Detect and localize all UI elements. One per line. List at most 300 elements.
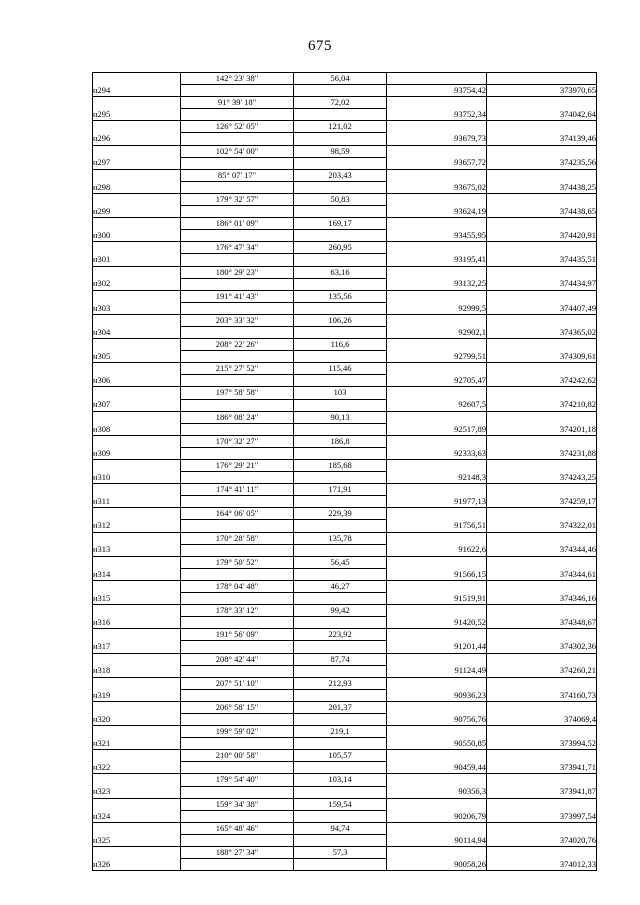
direction-angle-cell	[181, 278, 294, 290]
segment-row	[93, 701, 597, 713]
segment-length: 171,91	[294, 484, 387, 496]
segment-length: 90,13	[294, 411, 387, 423]
direction-angle-cell	[181, 786, 294, 798]
x-coordinate: 91566,15	[387, 568, 487, 580]
segment-row	[93, 580, 597, 592]
point-id: н311	[93, 496, 181, 508]
y-coordinate-cell	[487, 556, 597, 568]
y-coordinate-cell	[487, 290, 597, 302]
direction-angle: 191° 41' 43"	[181, 290, 294, 302]
direction-angle-cell	[181, 181, 294, 193]
x-coordinate: 91756,51	[387, 520, 487, 532]
x-coordinate: 93752,34	[387, 109, 487, 121]
direction-angle: 178° 04' 48"	[181, 580, 294, 592]
direction-angle: 210° 00' 58"	[181, 750, 294, 762]
direction-angle-cell	[181, 447, 294, 459]
segment-length-cell	[294, 109, 387, 121]
point-id-cell	[93, 145, 181, 157]
x-coordinate-cell	[387, 97, 487, 109]
segment-length: 46,27	[294, 580, 387, 592]
point-id-cell	[93, 339, 181, 351]
x-coordinate: 90756,76	[387, 713, 487, 725]
point-id: н310	[93, 472, 181, 484]
segment-row	[93, 605, 597, 617]
y-coordinate-cell	[487, 145, 597, 157]
point-id-cell	[93, 580, 181, 592]
direction-angle-cell	[181, 157, 294, 169]
segment-row	[93, 145, 597, 157]
y-coordinate-cell	[487, 798, 597, 810]
direction-angle-cell	[181, 713, 294, 725]
segment-row	[93, 508, 597, 520]
x-coordinate: 93754,42	[387, 85, 487, 97]
point-id-cell	[93, 508, 181, 520]
x-coordinate: 92517,89	[387, 423, 487, 435]
point-id: н319	[93, 689, 181, 701]
point-id-cell	[93, 97, 181, 109]
x-coordinate: 90459,44	[387, 762, 487, 774]
point-id: н318	[93, 665, 181, 677]
point-row	[93, 109, 597, 121]
point-row	[93, 665, 597, 677]
segment-row	[93, 387, 597, 399]
point-id: н321	[93, 738, 181, 750]
direction-angle: 180° 29' 23"	[181, 266, 294, 278]
y-coordinate: 374344,61	[487, 568, 597, 580]
direction-angle-cell	[181, 544, 294, 556]
direction-angle: 178° 33' 12"	[181, 605, 294, 617]
point-row	[93, 859, 597, 871]
x-coordinate: 92607,5	[387, 399, 487, 411]
point-id: н300	[93, 230, 181, 242]
segment-length-cell	[294, 496, 387, 508]
point-id-cell	[93, 484, 181, 496]
segment-length: 106,26	[294, 314, 387, 326]
segment-length-cell	[294, 665, 387, 677]
x-coordinate-cell	[387, 822, 487, 834]
direction-angle-cell	[181, 859, 294, 871]
direction-angle-cell	[181, 133, 294, 145]
x-coordinate-cell	[387, 242, 487, 254]
segment-row	[93, 653, 597, 665]
segment-length-cell	[294, 762, 387, 774]
x-coordinate-cell	[387, 145, 487, 157]
direction-angle-cell	[181, 641, 294, 653]
direction-angle: 179° 50' 52"	[181, 556, 294, 568]
point-row	[93, 810, 597, 822]
point-id-cell	[93, 218, 181, 230]
segment-row	[93, 363, 597, 375]
x-coordinate-cell	[387, 798, 487, 810]
point-id-cell	[93, 629, 181, 641]
point-row	[93, 520, 597, 532]
y-coordinate-cell	[487, 629, 597, 641]
direction-angle: 203° 33' 32"	[181, 314, 294, 326]
y-coordinate: 374438,65	[487, 206, 597, 218]
point-row	[93, 302, 597, 314]
point-id: н326	[93, 859, 181, 871]
point-id: н323	[93, 786, 181, 798]
y-coordinate-cell	[487, 363, 597, 375]
segment-length-cell	[294, 85, 387, 97]
x-coordinate-cell	[387, 847, 487, 859]
direction-angle-cell	[181, 568, 294, 580]
segment-length: 185,68	[294, 460, 387, 472]
segment-length: 186,8	[294, 435, 387, 447]
segment-length: 116,6	[294, 339, 387, 351]
point-id: н307	[93, 399, 181, 411]
point-id: н324	[93, 810, 181, 822]
direction-angle: 170° 28' 58"	[181, 532, 294, 544]
direction-angle-cell	[181, 109, 294, 121]
point-row	[93, 641, 597, 653]
direction-angle: 188° 27' 34"	[181, 847, 294, 859]
x-coordinate: 93195,41	[387, 254, 487, 266]
direction-angle-cell	[181, 472, 294, 484]
point-row	[93, 181, 597, 193]
direction-angle-cell	[181, 665, 294, 677]
segment-length: 103	[294, 387, 387, 399]
y-coordinate-cell	[487, 242, 597, 254]
point-row	[93, 593, 597, 605]
y-coordinate: 374322,01	[487, 520, 597, 532]
x-coordinate-cell	[387, 629, 487, 641]
point-id-cell	[93, 266, 181, 278]
point-id-cell	[93, 847, 181, 859]
point-row	[93, 447, 597, 459]
segment-length-cell	[294, 810, 387, 822]
y-coordinate-cell	[487, 580, 597, 592]
segment-row	[93, 290, 597, 302]
x-coordinate: 93132,25	[387, 278, 487, 290]
direction-angle-cell	[181, 399, 294, 411]
x-coordinate: 90550,85	[387, 738, 487, 750]
segment-length-cell	[294, 834, 387, 846]
segment-row	[93, 242, 597, 254]
x-coordinate: 92799,51	[387, 351, 487, 363]
point-id-cell	[93, 750, 181, 762]
direction-angle: 176° 29' 21"	[181, 460, 294, 472]
y-coordinate: 374231,88	[487, 447, 597, 459]
direction-angle-cell	[181, 302, 294, 314]
y-coordinate-cell	[487, 532, 597, 544]
direction-angle-cell	[181, 85, 294, 97]
y-coordinate-cell	[487, 266, 597, 278]
segment-length: 56,04	[294, 73, 387, 85]
point-id: н297	[93, 157, 181, 169]
segment-length: 50,83	[294, 193, 387, 205]
point-id-cell	[93, 822, 181, 834]
segment-length-cell	[294, 447, 387, 459]
x-coordinate-cell	[387, 750, 487, 762]
x-coordinate-cell	[387, 726, 487, 738]
y-coordinate-cell	[487, 750, 597, 762]
segment-row	[93, 532, 597, 544]
point-row	[93, 689, 597, 701]
segment-length: 72,02	[294, 97, 387, 109]
point-id-cell	[93, 532, 181, 544]
direction-angle: 174° 41' 11"	[181, 484, 294, 496]
point-row	[93, 617, 597, 629]
y-coordinate-cell	[487, 97, 597, 109]
segment-length: 115,46	[294, 363, 387, 375]
segment-length-cell	[294, 278, 387, 290]
segment-length: 135,56	[294, 290, 387, 302]
segment-length: 219,1	[294, 726, 387, 738]
y-coordinate: 374201,18	[487, 423, 597, 435]
x-coordinate: 92902,1	[387, 326, 487, 338]
segment-length-cell	[294, 375, 387, 387]
point-id: н325	[93, 834, 181, 846]
coordinates-table-body	[93, 73, 597, 871]
y-coordinate: 374260,21	[487, 665, 597, 677]
point-row	[93, 472, 597, 484]
point-id-cell	[93, 290, 181, 302]
segment-length: 99,42	[294, 605, 387, 617]
point-row	[93, 351, 597, 363]
segment-length-cell	[294, 859, 387, 871]
y-coordinate-cell	[487, 387, 597, 399]
segment-row	[93, 218, 597, 230]
direction-angle-cell	[181, 326, 294, 338]
point-id-cell	[93, 435, 181, 447]
x-coordinate: 92999,5	[387, 302, 487, 314]
x-coordinate: 90356,3	[387, 786, 487, 798]
direction-angle: 159° 34' 38"	[181, 798, 294, 810]
x-coordinate: 91977,13	[387, 496, 487, 508]
y-coordinate-cell	[487, 121, 597, 133]
point-row	[93, 157, 597, 169]
segment-length-cell	[294, 399, 387, 411]
point-id-cell	[93, 242, 181, 254]
y-coordinate-cell	[487, 411, 597, 423]
point-row	[93, 834, 597, 846]
direction-angle: 191° 56' 09"	[181, 629, 294, 641]
point-id-cell	[93, 411, 181, 423]
direction-angle-cell	[181, 520, 294, 532]
point-row	[93, 326, 597, 338]
point-row	[93, 786, 597, 798]
y-coordinate-cell	[487, 314, 597, 326]
direction-angle: 186° 01' 09"	[181, 218, 294, 230]
point-row	[93, 375, 597, 387]
segment-length: 201,37	[294, 701, 387, 713]
direction-angle: 179° 54' 40"	[181, 774, 294, 786]
x-coordinate: 92333,63	[387, 447, 487, 459]
segment-row	[93, 411, 597, 423]
x-coordinate: 92148,3	[387, 472, 487, 484]
x-coordinate: 91622,6	[387, 544, 487, 556]
segment-length: 203,43	[294, 169, 387, 181]
segment-length: 57,3	[294, 847, 387, 859]
direction-angle: 165° 48' 46"	[181, 822, 294, 834]
segment-length: 105,57	[294, 750, 387, 762]
point-row	[93, 85, 597, 97]
segment-row	[93, 677, 597, 689]
y-coordinate-cell	[487, 435, 597, 447]
point-id: н320	[93, 713, 181, 725]
segment-row	[93, 339, 597, 351]
y-coordinate-cell	[487, 193, 597, 205]
point-row	[93, 762, 597, 774]
point-id-cell	[93, 677, 181, 689]
point-row	[93, 544, 597, 556]
segment-row	[93, 774, 597, 786]
point-id: н315	[93, 593, 181, 605]
point-id: н317	[93, 641, 181, 653]
direction-angle: 170° 32' 27"	[181, 435, 294, 447]
segment-row	[93, 750, 597, 762]
y-coordinate: 374259,17	[487, 496, 597, 508]
x-coordinate-cell	[387, 677, 487, 689]
x-coordinate-cell	[387, 218, 487, 230]
page-number: 675	[308, 38, 332, 54]
y-coordinate: 374069,4	[487, 713, 597, 725]
segment-row	[93, 629, 597, 641]
segment-length: 121,02	[294, 121, 387, 133]
point-row	[93, 206, 597, 218]
segment-length: 56,45	[294, 556, 387, 568]
segment-length: 212,93	[294, 677, 387, 689]
point-row	[93, 230, 597, 242]
segment-length-cell	[294, 689, 387, 701]
x-coordinate-cell	[387, 121, 487, 133]
direction-angle: 199° 59' 02"	[181, 726, 294, 738]
point-id-cell	[93, 556, 181, 568]
point-id: н295	[93, 109, 181, 121]
x-coordinate-cell	[387, 387, 487, 399]
segment-length-cell	[294, 520, 387, 532]
direction-angle: 207° 51' 10"	[181, 677, 294, 689]
point-id-cell	[93, 73, 181, 85]
point-row	[93, 399, 597, 411]
point-id: н305	[93, 351, 181, 363]
x-coordinate-cell	[387, 435, 487, 447]
segment-row	[93, 121, 597, 133]
y-coordinate-cell	[487, 605, 597, 617]
point-id-cell	[93, 701, 181, 713]
y-coordinate-cell	[487, 677, 597, 689]
point-id: н298	[93, 181, 181, 193]
y-coordinate-cell	[487, 847, 597, 859]
point-id-cell	[93, 387, 181, 399]
segment-row	[93, 435, 597, 447]
segment-row	[93, 97, 597, 109]
segment-length-cell	[294, 133, 387, 145]
y-coordinate: 374407,49	[487, 302, 597, 314]
direction-angle-cell	[181, 351, 294, 363]
direction-angle: 126° 52' 05"	[181, 121, 294, 133]
point-id-cell	[93, 121, 181, 133]
x-coordinate: 91420,52	[387, 617, 487, 629]
point-row	[93, 738, 597, 750]
x-coordinate-cell	[387, 701, 487, 713]
direction-angle: 197° 58' 58"	[181, 387, 294, 399]
y-coordinate-cell	[487, 701, 597, 713]
segment-length-cell	[294, 230, 387, 242]
direction-angle: 102° 54' 00"	[181, 145, 294, 157]
segment-row	[93, 556, 597, 568]
segment-length: 159,54	[294, 798, 387, 810]
segment-row	[93, 193, 597, 205]
segment-row	[93, 847, 597, 859]
y-coordinate: 374042,64	[487, 109, 597, 121]
segment-length-cell	[294, 157, 387, 169]
point-id: н296	[93, 133, 181, 145]
y-coordinate: 374243,25	[487, 472, 597, 484]
y-coordinate-cell	[487, 218, 597, 230]
y-coordinate: 374210,82	[487, 399, 597, 411]
y-coordinate: 374434,97	[487, 278, 597, 290]
y-coordinate-cell	[487, 822, 597, 834]
segment-length-cell	[294, 254, 387, 266]
x-coordinate: 92705,47	[387, 375, 487, 387]
point-id: н306	[93, 375, 181, 387]
point-id-cell	[93, 798, 181, 810]
point-id-cell	[93, 460, 181, 472]
x-coordinate-cell	[387, 169, 487, 181]
y-coordinate-cell	[487, 484, 597, 496]
y-coordinate: 374160,73	[487, 689, 597, 701]
point-id: н301	[93, 254, 181, 266]
x-coordinate: 93657,72	[387, 157, 487, 169]
x-coordinate-cell	[387, 411, 487, 423]
segment-length-cell	[294, 617, 387, 629]
segment-length-cell	[294, 326, 387, 338]
point-row	[93, 568, 597, 580]
y-coordinate: 374012,33	[487, 859, 597, 871]
direction-angle: 142° 23' 38"	[181, 73, 294, 85]
segment-length: 98,59	[294, 145, 387, 157]
point-id-cell	[93, 314, 181, 326]
segment-length-cell	[294, 302, 387, 314]
x-coordinate-cell	[387, 193, 487, 205]
direction-angle: 208° 22' 26"	[181, 339, 294, 351]
direction-angle: 215° 27' 52"	[181, 363, 294, 375]
direction-angle-cell	[181, 810, 294, 822]
x-coordinate-cell	[387, 484, 487, 496]
direction-angle-cell	[181, 375, 294, 387]
y-coordinate-cell	[487, 653, 597, 665]
segment-length-cell	[294, 593, 387, 605]
point-row	[93, 133, 597, 145]
segment-row	[93, 822, 597, 834]
y-coordinate: 373970,65	[487, 85, 597, 97]
y-coordinate-cell	[487, 169, 597, 181]
segment-length-cell	[294, 544, 387, 556]
segment-row	[93, 169, 597, 181]
x-coordinate-cell	[387, 314, 487, 326]
direction-angle: 164° 06' 05"	[181, 508, 294, 520]
direction-angle-cell	[181, 617, 294, 629]
y-coordinate: 374348,67	[487, 617, 597, 629]
segment-length: 223,92	[294, 629, 387, 641]
point-id: н302	[93, 278, 181, 290]
y-coordinate-cell	[487, 508, 597, 520]
segment-length-cell	[294, 568, 387, 580]
direction-angle-cell	[181, 206, 294, 218]
segment-length-cell	[294, 472, 387, 484]
y-coordinate: 374435,51	[487, 254, 597, 266]
segment-row	[93, 726, 597, 738]
x-coordinate: 91519,91	[387, 593, 487, 605]
direction-angle: 206° 58' 15"	[181, 701, 294, 713]
point-id-cell	[93, 193, 181, 205]
direction-angle: 179° 32' 57"	[181, 193, 294, 205]
y-coordinate-cell	[487, 774, 597, 786]
point-id-cell	[93, 169, 181, 181]
y-coordinate: 374139,46	[487, 133, 597, 145]
